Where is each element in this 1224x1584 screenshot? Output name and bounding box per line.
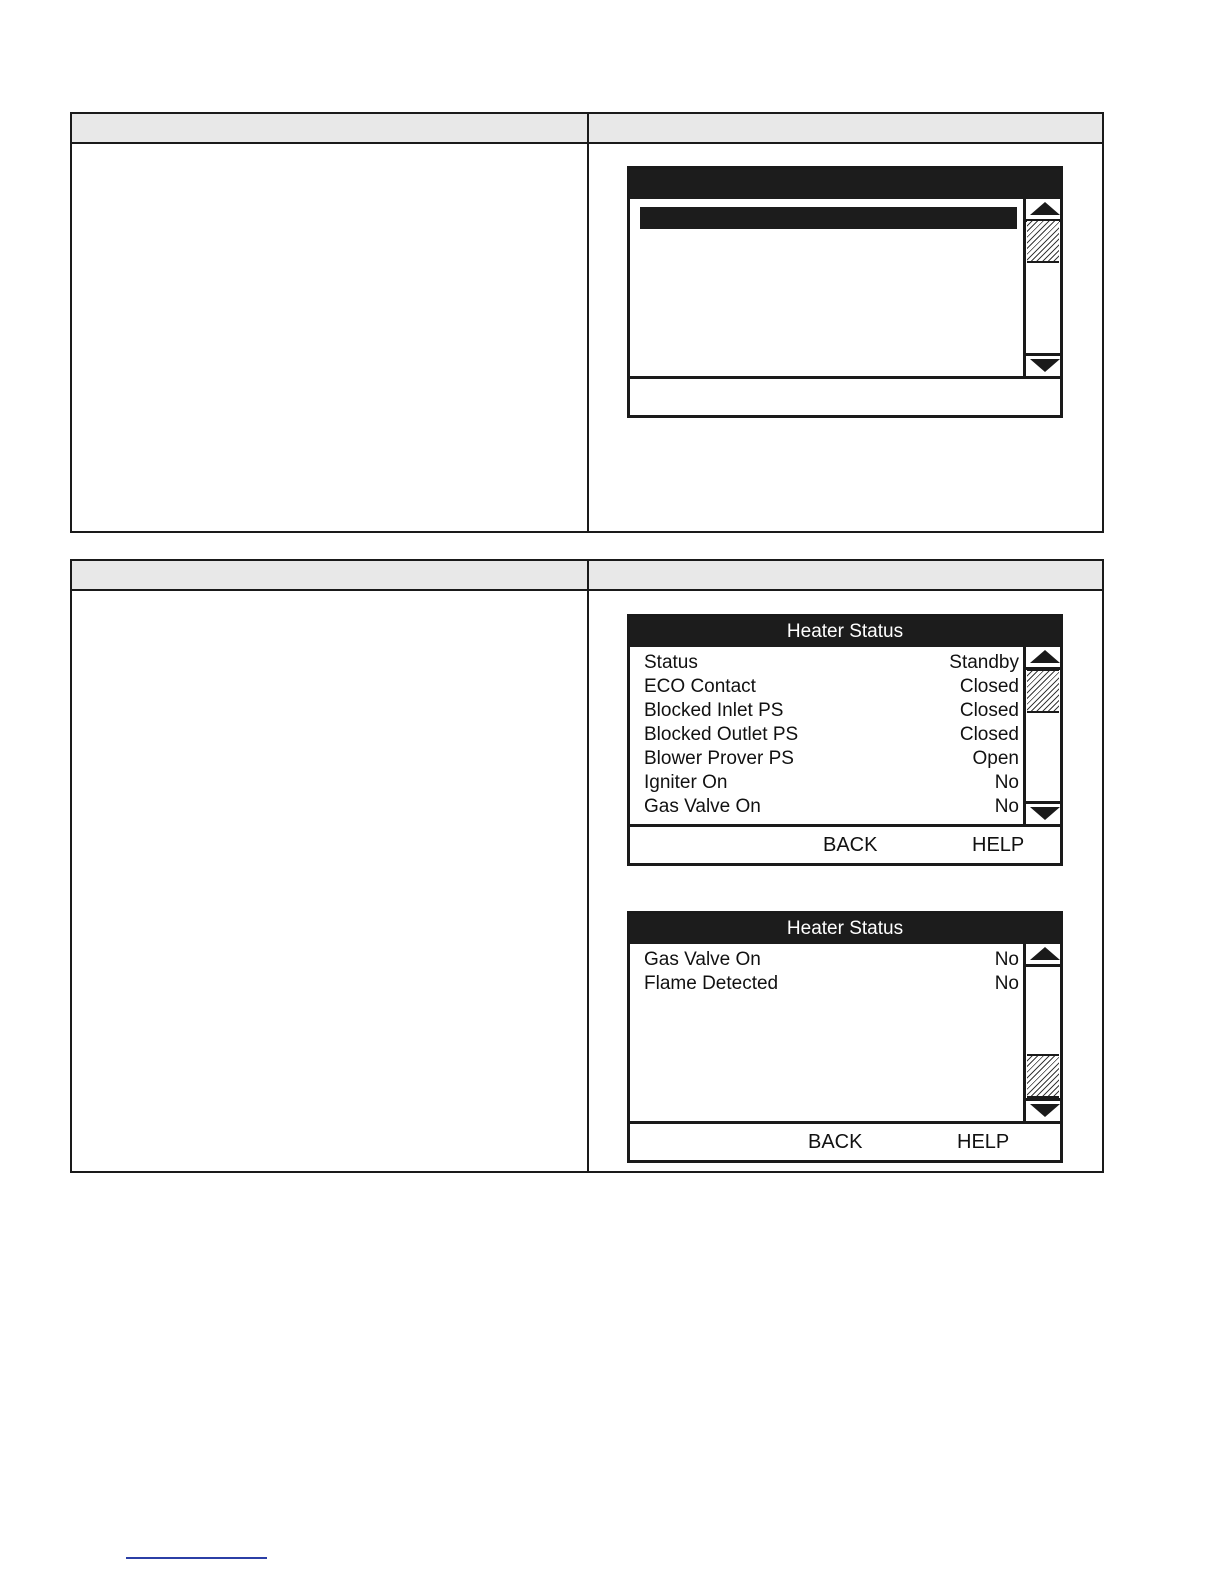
help-button[interactable]: HELP xyxy=(957,1131,1010,1153)
row-label: Flame Detected xyxy=(644,973,779,994)
row-value: Standby xyxy=(949,652,1019,673)
row-value: No xyxy=(994,973,1019,994)
status-row-igniter xyxy=(644,771,1019,795)
scroll-down-icon[interactable] xyxy=(1026,1098,1060,1121)
status-row-blocked-inlet xyxy=(644,699,1019,723)
status-row-eco-contact xyxy=(644,675,1019,699)
selected-row-highlight[interactable] xyxy=(640,207,1017,229)
row-label: Blocked Outlet PS xyxy=(644,724,799,745)
scrollbar[interactable] xyxy=(1023,647,1060,824)
scroll-down-icon[interactable] xyxy=(1026,353,1060,376)
lcd-menu-list xyxy=(630,199,1023,376)
heater-status-screen-1 xyxy=(627,614,1063,866)
status-row-gas-valve xyxy=(644,948,1019,972)
status-row-blower-prover xyxy=(644,747,1019,771)
lcd-softkey-bar xyxy=(630,376,1060,415)
scroll-thumb[interactable] xyxy=(1027,219,1059,263)
scroll-thumb[interactable] xyxy=(1027,1054,1059,1098)
status-row-status xyxy=(644,651,1019,675)
status-row-blocked-outlet xyxy=(644,723,1019,747)
scroll-down-icon[interactable] xyxy=(1026,801,1060,824)
row-value: Closed xyxy=(959,724,1019,745)
heater-status-screen-2 xyxy=(627,911,1063,1163)
row-label: Blower Prover PS xyxy=(644,748,794,769)
back-button[interactable]: BACK xyxy=(823,834,878,856)
row-label: Blocked Inlet PS xyxy=(644,700,784,721)
status-list xyxy=(630,944,1023,1121)
procedure-table-2 xyxy=(70,559,1104,1173)
row-value: No xyxy=(994,796,1019,817)
lcd-softkey-bar xyxy=(630,824,1060,863)
row-label: Igniter On xyxy=(644,772,728,793)
procedure-table-1 xyxy=(70,112,1104,533)
row-label: Gas Valve On xyxy=(644,949,761,970)
status-list xyxy=(630,647,1023,824)
scroll-thumb[interactable] xyxy=(1027,669,1059,713)
row-label: ECO Contact xyxy=(644,676,756,697)
lcd-title: Heater Status xyxy=(630,914,1060,944)
status-row-gas-valve xyxy=(644,795,1019,819)
scroll-up-icon[interactable] xyxy=(1026,647,1060,670)
help-button[interactable]: HELP xyxy=(972,834,1025,856)
scroll-up-icon[interactable] xyxy=(1026,944,1060,967)
scrollbar[interactable] xyxy=(1023,944,1060,1121)
row-value: Open xyxy=(972,748,1019,769)
row-label: Status xyxy=(644,652,698,673)
footer-link-underline[interactable] xyxy=(126,1557,267,1559)
row-value: Closed xyxy=(959,676,1019,697)
lcd-title: Heater Status xyxy=(630,617,1060,647)
lcd-softkey-bar xyxy=(630,1121,1060,1160)
scrollbar[interactable] xyxy=(1023,199,1060,376)
table-2-column-divider xyxy=(587,561,589,1171)
row-value: No xyxy=(994,772,1019,793)
back-button[interactable]: BACK xyxy=(808,1131,863,1153)
lcd-title-bar xyxy=(630,169,1060,199)
status-row-flame-detected xyxy=(644,972,1019,996)
row-label: Gas Valve On xyxy=(644,796,761,817)
lcd-screen-blank xyxy=(627,166,1063,418)
row-value: No xyxy=(994,949,1019,970)
row-value: Closed xyxy=(959,700,1019,721)
table-1-column-divider xyxy=(587,114,589,531)
